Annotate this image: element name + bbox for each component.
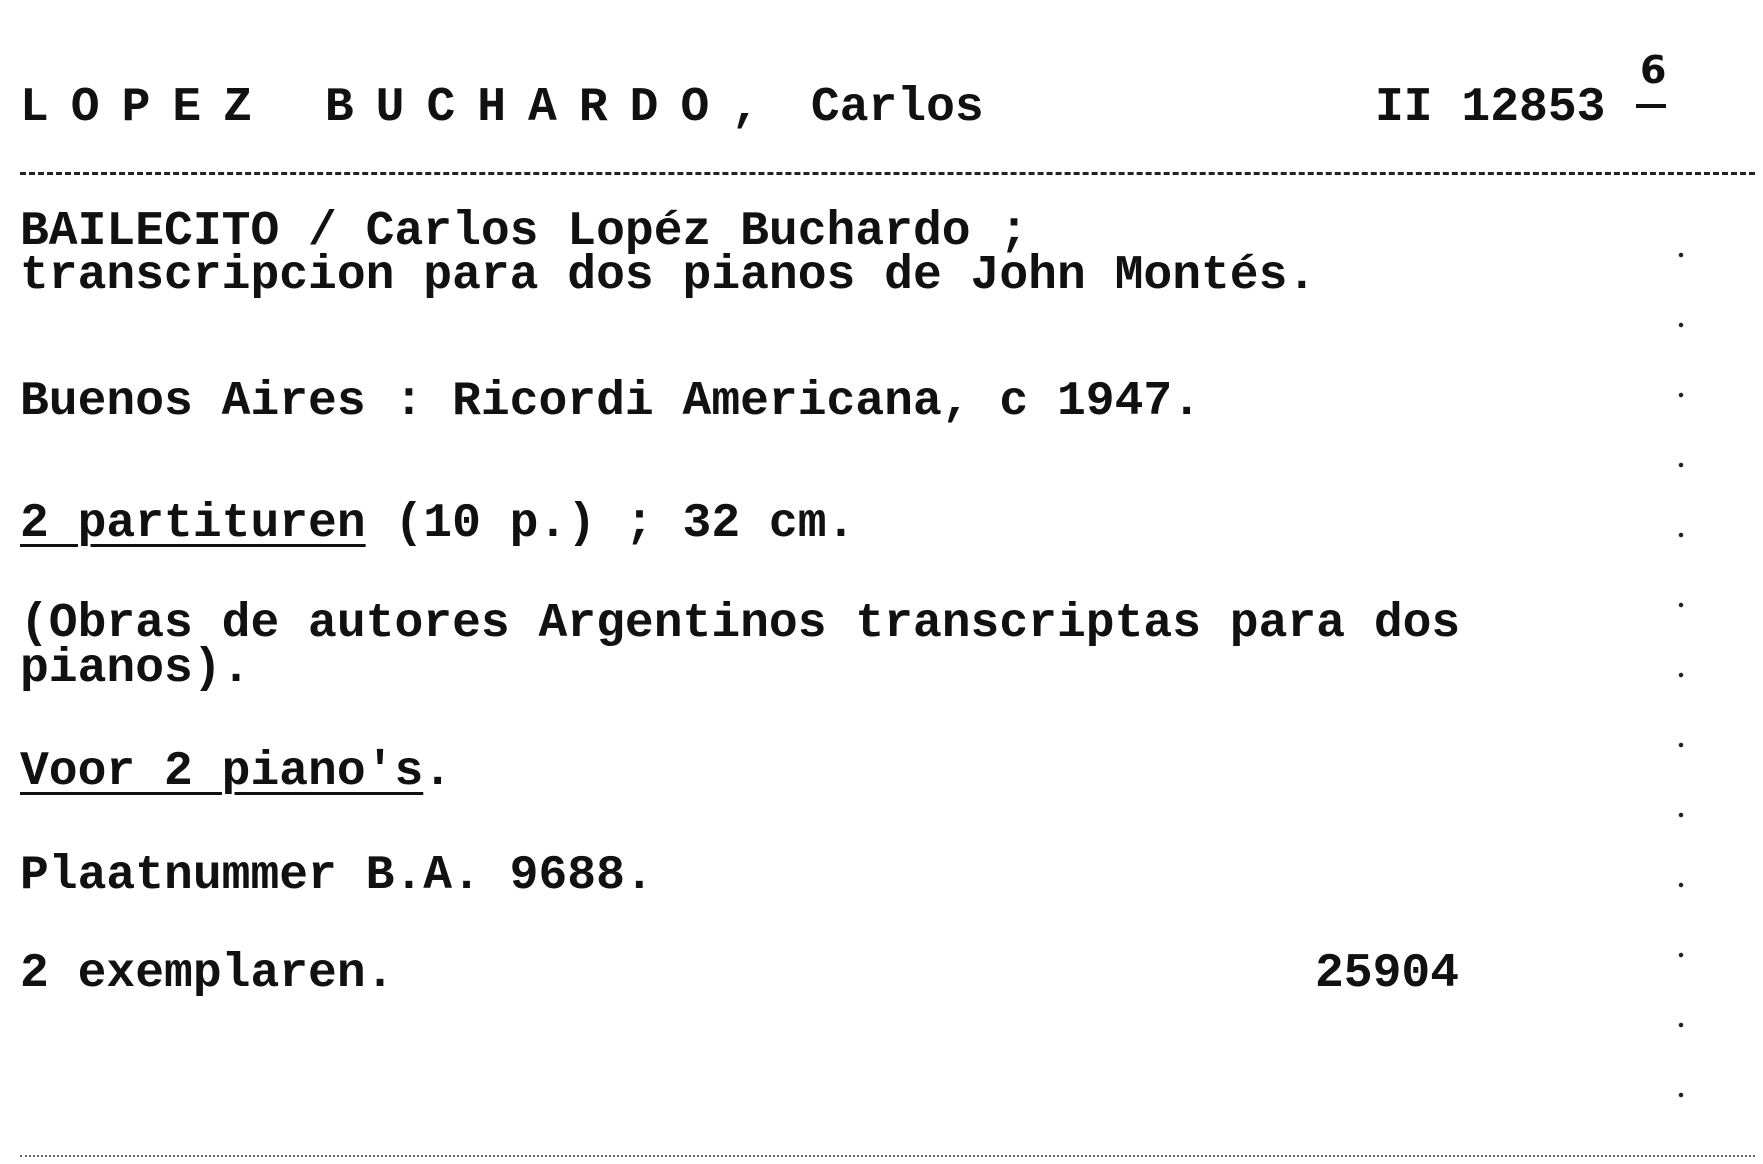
- instrumentation-text: Voor 2 piano's: [20, 745, 424, 799]
- call-number-suffix: 6: [1640, 48, 1667, 92]
- series-line-1: (Obras de autores Argentinos transcriptas para dos: [20, 597, 1461, 651]
- title-line-1: BAILECITO / Carlos Lopéz Buchardo ;: [20, 205, 1029, 259]
- plate-number: Plaatnummer B.A. 9688.: [20, 849, 654, 903]
- title-line-2: transcripcion para dos pianos de John Montés.: [20, 249, 1317, 303]
- author-heading: [20, 80, 984, 136]
- heading-divider: [20, 172, 1755, 175]
- call-number-dash: [1636, 104, 1666, 108]
- copies-note: 2 exemplaren.: [20, 947, 395, 1001]
- author-forename: Carlos: [810, 81, 984, 135]
- instrumentation-trail: .: [423, 745, 453, 799]
- accession-number: 25904: [1315, 947, 1460, 1001]
- collation-rest: (10 p.) ; 32 cm.: [365, 497, 856, 551]
- call-number: II 12853: [1375, 81, 1606, 135]
- collation-extent: 2 partituren: [20, 497, 366, 551]
- margin-dots: [1677, 220, 1685, 1120]
- imprint: Buenos Aires : Ricordi Americana, c 1947.: [20, 375, 1201, 429]
- instrumentation-note: [20, 745, 453, 799]
- series-line-2: pianos).: [20, 642, 251, 696]
- bottom-edge: [20, 1155, 1755, 1157]
- collation: [20, 497, 856, 551]
- author-surname: LOPEZ BUCHARDO,: [20, 81, 783, 135]
